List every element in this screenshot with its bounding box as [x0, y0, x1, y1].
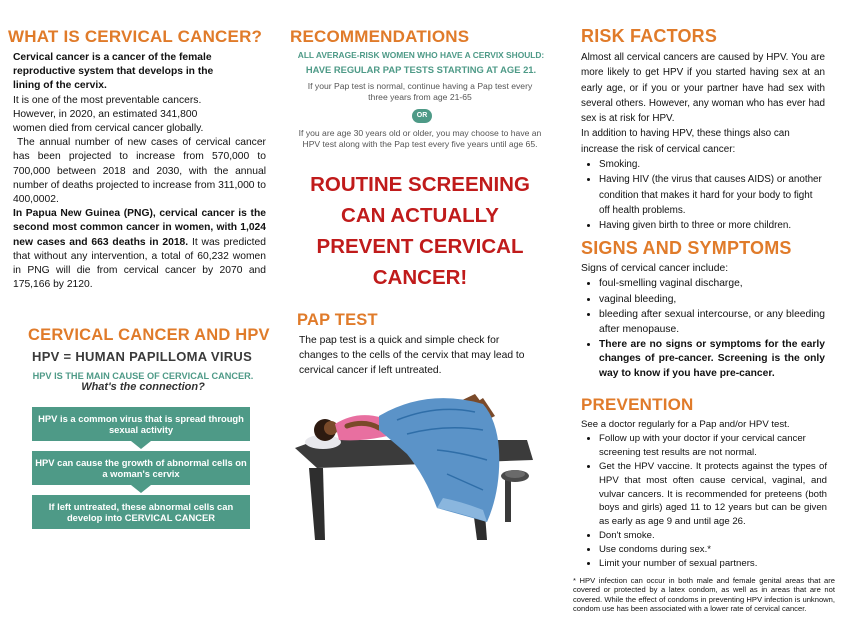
pap-description: The pap test is a quick and simple check for changes to the cells of the cervix that may lead to cervical cancer if left untreated. [299, 335, 525, 376]
list-item: • Limit your number of sexual partners. [599, 557, 827, 571]
section-title: SIGNS AND SYMPTOMS [581, 238, 792, 258]
list-item: • Use condoms during sex.* [599, 543, 827, 557]
rec-have-regular: HAVE REGULAR PAP TESTS STARTING AT AGE 21. [305, 64, 537, 75]
list-item: • Having given birth to three or more children. [599, 218, 825, 233]
section-title: PAP TEST [297, 311, 378, 329]
section-title: PREVENTION [581, 395, 694, 414]
paragraph: Signs of cervical cancer include: [581, 263, 729, 274]
list-item: • Having HIV (the virus that causes AIDS) or another condition that makes it hard for your body to fight off health problems. [599, 172, 825, 218]
list-item: • Smoking. [599, 157, 825, 172]
rec-text-2: If you are age 30 years old or older, you may choose to have an HPV test along with the Pap test every five years until age 65. [298, 128, 542, 150]
list-item: • vaginal bleeding, [599, 292, 825, 307]
list-item: • Get the HPV vaccine. It protects against the types of HPV that most often cause cervical, vaginal, and vulvar cancers. It is recommended for preteens (both boys and girls) aged 11 to 12 years but can be given as early as age 9 and until age 26. [599, 460, 827, 530]
section-body [581, 262, 825, 381]
section-body [13, 51, 266, 292]
down-arrow-icon [131, 441, 151, 449]
hpv-subtitle: HPV = HUMAN PAPILLOMA VIRUS [32, 349, 253, 364]
paragraph [13, 207, 266, 292]
section-title: RISK FACTORS [581, 26, 718, 46]
list-item: • Follow up with your doctor if your cervical cancer screening test results are not normal. [599, 432, 827, 460]
section-title: RECOMMENDATIONS [290, 27, 470, 46]
intro-bold: Cervical cancer is a cancer of the female reproductive system that develops in the lining of the cervix. [13, 52, 214, 92]
rec-text-1: If your Pap test is normal, continue having a Pap test every three years from age 21-65 [307, 81, 533, 103]
list-item: • bleeding after sexual intercourse, or any bleeding after menopause. [599, 307, 825, 337]
paragraph: Almost all cervical cancers are caused by HPV. You are more likely to get HPV if you started having sex at an early age, or if you or your partner have had sex with several others. However, any woman who has ever had sex is at risk for HPV. [581, 52, 825, 125]
section-body [581, 50, 825, 234]
routine-screening-callout: ROUTINE SCREENING CAN ACTUALLY PREVENT CERVICAL CANCER! [310, 173, 530, 289]
down-arrow-icon [131, 485, 151, 493]
png-rest: It was predicted that without any intervention, a total of 60,232 women in PNG will die from cervical cancer by 2070 and 175,166 by 2120. [13, 236, 266, 291]
section-body [581, 418, 827, 571]
prevention-list [581, 432, 827, 571]
list-item: • Don't smoke. [599, 529, 827, 543]
hpv-question: What's the connection? [81, 381, 205, 393]
paragraph: In addition to having HPV, these things also can increase the risk of cervical cancer: [581, 128, 790, 155]
section-title: CERVICAL CANCER AND HPV [28, 326, 270, 344]
section-title: WHAT IS CERVICAL CANCER? [8, 27, 263, 46]
footnote: * HPV infection can occur in both male and female genital areas that are covered or protected by a latex condom, as well as in areas that are not covered. While the effect of condoms in preventing HPV infection is unknown, condom use has been associated with a lower rate of cervical cancer. [573, 576, 835, 613]
pap-test-illustration-icon [287, 390, 549, 540]
rec-all-women: ALL AVERAGE-RISK WOMEN WHO HAVE A CERVIX SHOULD: [297, 50, 545, 60]
hpv-main-cause: HPV IS THE MAIN CAUSE OF CERVICAL CANCER. [32, 371, 254, 381]
paragraph: The annual number of new cases of cervical cancer has been projected to increase from 570,000 to 700,000 between 2018 and 2030, with the annual number of deaths projected to increase from 311,000 to 400,0002. [13, 137, 266, 206]
png-bold: In Papua New Guinea (PNG), cervical cancer is the second most common cancer in women, with 1,024 new cases and 663 deaths in 2018. [13, 208, 266, 248]
hpv-box: If left untreated, these abnormal cells can develop into CERVICAL CANCER [32, 495, 250, 529]
list-item: • There are no signs or symptoms for the early changes of pre-cancer. Screening is the only way to know if you have pre-cancer. [599, 337, 825, 381]
list-item: • foul-smelling vaginal discharge, [599, 276, 825, 291]
or-badge: OR [412, 109, 432, 123]
hpv-box: HPV can cause the growth of abnormal cells on a woman's cervix [32, 451, 250, 485]
signs-list [581, 276, 825, 381]
paragraph: It is one of the most preventable cancers. However, in 2020, an estimated 341,800 women died from cervical cancer globally. [13, 94, 204, 135]
hpv-box: HPV is a common virus that is spread through sexual activity [32, 407, 250, 441]
risk-list [581, 157, 825, 233]
paragraph: See a doctor regularly for a Pap and/or HPV test. [581, 419, 790, 430]
